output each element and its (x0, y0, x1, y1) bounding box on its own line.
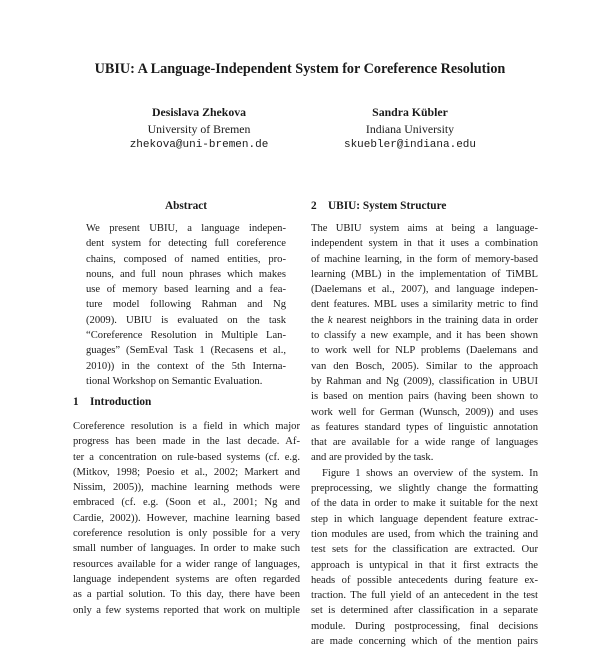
text-line: independent system in that it uses a combination (311, 238, 538, 250)
section-number: 2 (311, 200, 317, 212)
author-block-1 (89, 104, 309, 154)
section-title: Introduction (90, 396, 152, 408)
author-block-2 (300, 104, 520, 154)
text-line: set is determined after classification in a separate (311, 605, 538, 617)
text-line: coreference resolution is only possible for a very (73, 528, 300, 540)
author-email: zhekova@uni-bremen.de (129, 139, 269, 151)
text-line: the k nearest neighbors in the training data in order (311, 314, 538, 326)
text-line: as features standard types of linguistic annotation (311, 421, 538, 433)
text-line: guages” (SemEval Task 1 (Recasens et al., (86, 345, 286, 357)
text-line: of the data in order to make it suitable for the next (311, 498, 538, 510)
author-email: skuebler@indiana.edu (343, 139, 477, 151)
text-line: learning (MBL) in the implementation of TiMBL (311, 268, 538, 280)
section-heading-system-structure (311, 200, 446, 212)
text-line: language independent systems are often regarded (73, 573, 300, 585)
text-line: work well for German (Wunsch, 2009)) and uses (311, 406, 538, 418)
text-line: only a few systems reported that work on multiple (73, 604, 300, 616)
text-line: dent system for detecting full coreference (86, 238, 286, 250)
text-line: small number of languages. In order to make such (73, 543, 300, 555)
text-line: 2010)) in the context of the 5th Interna- (86, 360, 286, 372)
text-line: nouns, and full noun phrases which makes (86, 268, 286, 280)
section-number: 1 (73, 396, 79, 408)
text-line: Coreference resolution is a field in which major (73, 421, 300, 432)
text-line: preprocessing, we slightly change the formatting (311, 483, 538, 495)
author-affiliation: Indiana University (365, 121, 455, 136)
text-line: approach is untypical in that it first extracts the (311, 559, 538, 571)
paper-title: UBIU: A Language-Independent System for Coreference Resolution (94, 61, 506, 77)
text-line: Nissim, 2005)), machine learning methods were (73, 482, 300, 494)
text-line: (2009). UBIU is evaluated on the task (86, 314, 286, 326)
text-line: test sets for the classification are extracted. Our (311, 544, 538, 556)
text-line: chains, composed of named entities, pro- (86, 253, 286, 265)
introduction-body (73, 419, 300, 618)
text-line: tional Workshop on Semantic Evaluation. (86, 375, 263, 387)
text-line: ture model following Rahman and Ng (86, 299, 286, 311)
section-title: UBIU: System Structure (328, 200, 447, 212)
text-line: progress has been made in the last decade. Af- (73, 436, 300, 448)
text-line: van den Bosch, 2005). Similar to the approach (311, 360, 538, 372)
text-line: is based on mention pairs (having been shown to (311, 391, 538, 403)
text-line: are made concerning which of the mention pairs (311, 636, 538, 648)
text-line: to classify a new example, and it has been shown (311, 330, 538, 342)
text-line: (Daelemans et al., 2007), and language indepen- (311, 284, 538, 296)
author-name: Desislava Zhekova (151, 105, 247, 119)
section-heading-introduction (73, 396, 151, 408)
text-line: embraced (cf. e.g. (Soon et al., 2001; Ng and (73, 497, 300, 509)
abstract-body (86, 221, 286, 389)
text-line: dent features. MBL uses a similarity metric to find (311, 299, 538, 311)
text-line: as a partial solution. To this day, there have been (73, 589, 300, 601)
text-line: ter a concentration on rule-based systems (cf. e.g. (73, 451, 300, 463)
author-affiliation: University of Bremen (147, 121, 251, 136)
text-line: The UBIU system aims at being a language- (311, 223, 538, 234)
text-line: Figure 1 shows an overview of the system. In (322, 467, 538, 479)
text-line: use of memory based learning and a fea- (86, 284, 286, 296)
author-name: Sandra Kübler (372, 105, 448, 119)
text-line: that are available for a wide range of languages (311, 437, 538, 449)
text-line: (Mitkov, 1998; Poesio et al., 2002; Markert and (73, 466, 300, 478)
text-line: “Coreference Resolution in Multiple Lan- (86, 330, 286, 342)
text-line: to work well for NLP problems (Daelemans and (311, 345, 538, 357)
text-line: tion modules are used, from which the training and (311, 528, 538, 540)
text-line: resources available for a wider range of languages, (73, 558, 300, 570)
text-line: and are provided by the task. (311, 452, 434, 464)
abstract-heading: Abstract (164, 200, 208, 212)
text-line: step in which language dependent feature extrac- (311, 513, 538, 525)
text-line: Cardie, 2002)). However, machine learning based (73, 512, 300, 524)
text-line: heads of possible antecedents during feature ex- (311, 574, 538, 586)
text-line: traction. The full yield of an antecedent in the test (311, 590, 538, 602)
text-line: module. During postprocessing, final decisions (311, 620, 538, 632)
text-line: by Rahman and Ng (2009), classification in UBUI (311, 375, 538, 387)
text-line: of machine learning, in the form of memory-based (311, 253, 538, 265)
text-line: We present UBIU, a language indepen- (86, 223, 286, 234)
system-structure-body (311, 221, 538, 649)
